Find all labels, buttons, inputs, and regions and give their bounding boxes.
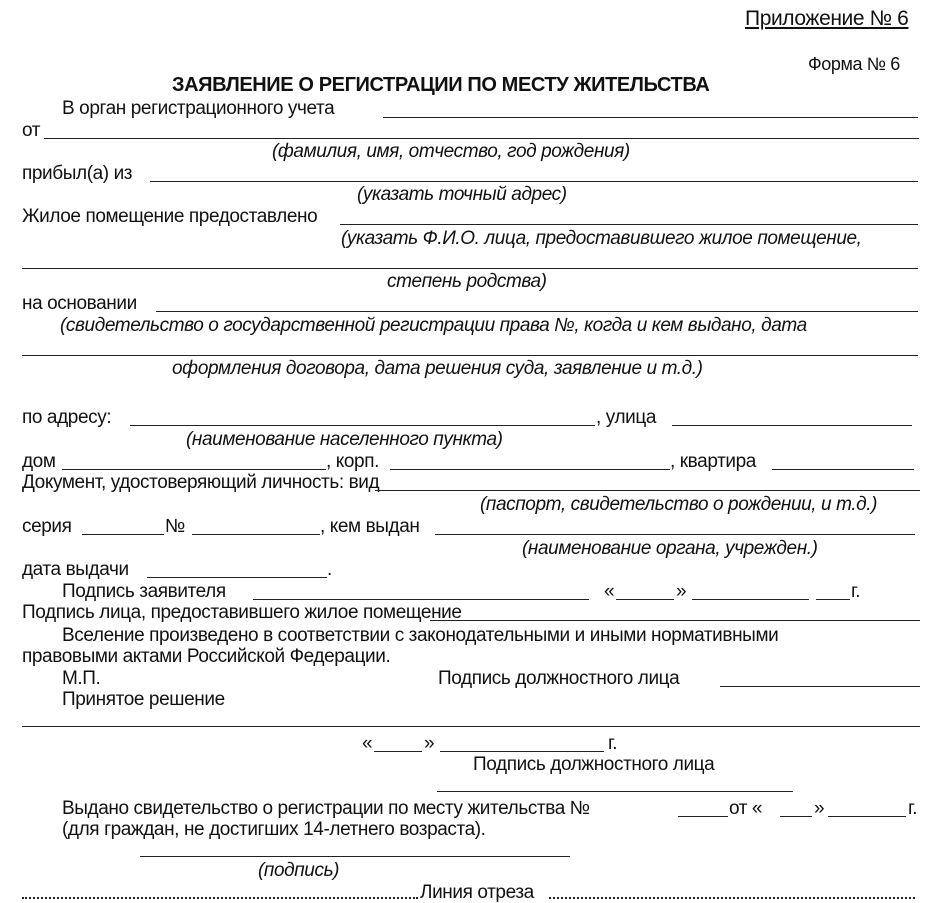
certificate-year-suffix: г. — [908, 798, 918, 819]
official-signature-line[interactable] — [720, 686, 920, 687]
decision-date-quote-open: « — [362, 733, 373, 754]
decision-label: Принятое решение — [62, 689, 225, 710]
house-line[interactable] — [62, 469, 326, 470]
certificate-from-label: от « — [729, 798, 763, 819]
decision-date-month-line[interactable] — [440, 751, 604, 752]
building-label: , корп. — [326, 451, 379, 472]
address-label: по адресу: — [22, 407, 112, 428]
appendix-label: Приложение № 6 — [745, 7, 909, 30]
certificate-quote-close: » — [814, 798, 825, 819]
applicant-signature-label: Подпись заявителя — [62, 581, 226, 602]
apartment-line[interactable] — [772, 469, 914, 470]
applicant-date-month-line[interactable] — [692, 599, 809, 600]
premises-provided-line-2[interactable] — [22, 268, 918, 269]
applicant-date-year-suffix: г. — [851, 581, 861, 602]
arrived-from-line[interactable] — [150, 181, 918, 182]
certificate-day-line[interactable] — [780, 816, 812, 817]
basis-line-2[interactable] — [22, 355, 918, 356]
cut-line-left — [22, 897, 418, 899]
official-signature-label: Подпись должностного лица — [438, 668, 680, 689]
from-hint: (фамилия, имя, отчество, год рождения) — [272, 141, 630, 162]
locality-hint: (наименование населенного пункта) — [186, 429, 503, 450]
certificate-issued-label: Выдано свидетельство о регистрации по месту жительства № — [62, 798, 590, 819]
premises-hint-2: степень родства) — [387, 271, 547, 292]
applicant-signature-line[interactable] — [253, 599, 589, 600]
decision-date-year-suffix: г. — [608, 733, 618, 754]
arrived-hint: (указать точный адрес) — [357, 184, 567, 205]
apartment-label: , квартира — [670, 451, 756, 472]
certificate-month-line[interactable] — [828, 816, 906, 817]
locality-line[interactable] — [130, 425, 595, 426]
official-signature-2-label: Подпись должностного лица — [473, 754, 715, 775]
cut-line-label: Линия отреза — [420, 882, 534, 903]
premises-provided-label: Жилое помещение предоставлено — [22, 206, 318, 227]
minors-note: (для граждан, не достигших 14-летнего возраста). — [62, 819, 486, 840]
street-label: , улица — [596, 407, 656, 428]
issued-by-label: , кем выдан — [320, 516, 420, 537]
applicant-date-day-line[interactable] — [616, 599, 674, 600]
street-line[interactable] — [672, 425, 912, 426]
basis-hint-2: оформления договора, дата решения суда, заявление и т.д.) — [172, 358, 703, 379]
applicant-date-year-line[interactable] — [816, 599, 850, 600]
building-line[interactable] — [390, 469, 670, 470]
applicant-date-quote-open: « — [604, 581, 615, 602]
from-label: от — [22, 120, 41, 141]
issue-date-label: дата выдачи — [22, 559, 129, 580]
id-document-line[interactable] — [375, 490, 920, 491]
decision-line[interactable] — [22, 726, 920, 727]
number-line[interactable] — [192, 534, 320, 535]
basis-line[interactable] — [156, 311, 918, 312]
decision-date-quote-close: » — [424, 733, 435, 754]
certificate-signature-line[interactable] — [140, 856, 570, 857]
basis-hint-1: (свидетельство о государственной регистрации права №, когда и кем выдано, дата — [60, 315, 807, 336]
registration-body-label: В орган регистрационного учета — [62, 98, 335, 119]
cut-line-right — [549, 897, 915, 899]
document-title: ЗАЯВЛЕНИЕ О РЕГИСТРАЦИИ ПО МЕСТУ ЖИТЕЛЬСТВА — [172, 74, 710, 96]
basis-label: на основании — [22, 293, 137, 314]
id-document-label: Документ, удостоверяющий личность: вид — [22, 472, 380, 493]
issue-date-line[interactable] — [147, 577, 327, 578]
id-document-hint: (паспорт, свидетельство о рождении, и т.д.) — [480, 494, 878, 515]
settlement-text-1: Вселение произведено в соответствии с законодательными и иными нормативными — [62, 625, 779, 646]
arrived-from-label: прибыл(а) из — [22, 163, 133, 184]
provider-signature-label: Подпись лица, предоставившего жилое помещение — [22, 602, 462, 623]
issue-date-period: . — [327, 559, 332, 580]
number-label: № — [165, 516, 185, 537]
provider-signature-line[interactable] — [430, 620, 920, 621]
premises-hint-1: (указать Ф.И.О. лица, предоставившего жилое помещение, — [341, 228, 862, 249]
premises-provided-line[interactable] — [340, 224, 918, 225]
from-line[interactable] — [44, 138, 919, 139]
form-number: Форма № 6 — [808, 54, 900, 74]
applicant-date-quote-close: » — [676, 581, 687, 602]
house-label: дом — [22, 451, 56, 472]
series-line[interactable] — [82, 534, 164, 535]
official-signature-2-line[interactable] — [437, 791, 793, 792]
decision-date-day-line[interactable] — [374, 751, 422, 752]
stamp-label: М.П. — [62, 668, 101, 689]
issued-by-hint: (наименование органа, учрежден.) — [522, 538, 818, 559]
signature-hint: (подпись) — [258, 860, 340, 881]
settlement-text-2: правовыми актами Российской Федерации. — [22, 646, 391, 667]
registration-body-line[interactable] — [383, 117, 918, 118]
issued-by-line[interactable] — [435, 534, 915, 535]
certificate-number-line[interactable] — [678, 816, 728, 817]
series-label: серия — [22, 516, 72, 537]
